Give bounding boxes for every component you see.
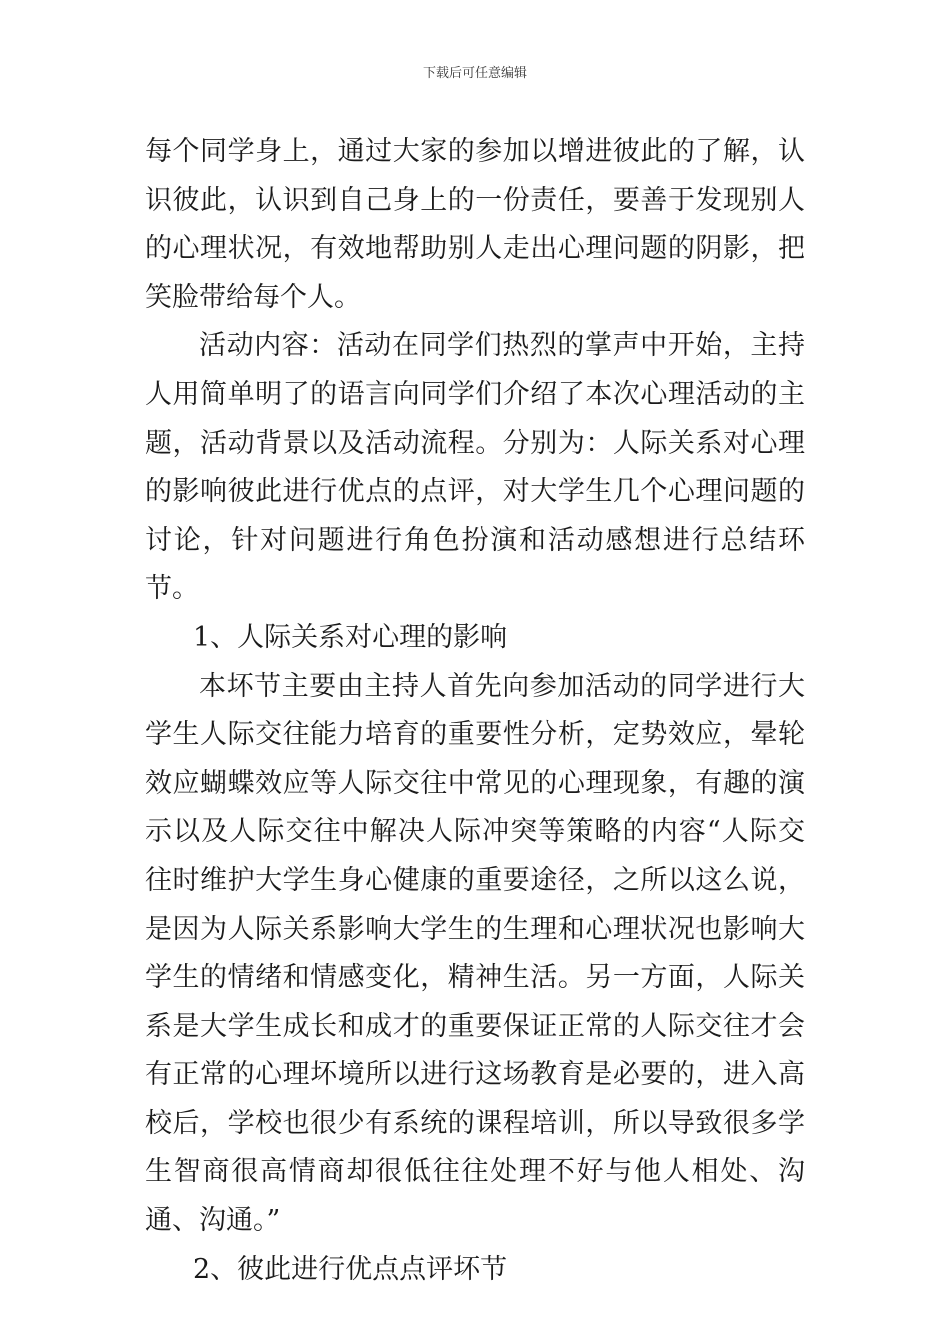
paragraph-section-1: 本坏节主要由主持人首先向参加活动的同学进行大学生人际交往能力培育的重要性分析，定势效应，晕轮效应蝴蝶效应等人际交往中常见的心理现象，有趣的演示以及人际交往中解决人际冲突等策略的内容“人际交往时维护大学生身心健康的重要途径，之所以这么说，是因为人际关系影响大学生的生理和心理状况也影响大学生的情绪和情感变化，精神生活。另一方面，人际关系是大学生成长和成才的重要保证正常的人际交往才会有正常的心理坏境所以进行这场教育是必要的，进入高校后，学校也很少有系统的课程培训，所以导致很多学生智商很高情商却很低往往处理不好与他人相处、沟通、沟通。” [145,670,805,1237]
paragraph-activity-content: 活动内容：活动在同学们热烈的掌声中开始，主持人用简单明了的语言向同学们介绍了本次心理活动的主题，活动背景以及活动流程。分别为：人际关系对心理的影响彼此进行优点的点评，对大学生几个心理问题的讨论，针对问题进行角色扮演和活动感想进行总结环节。 [145,330,805,605]
document-body [145,128,805,1294]
section-heading-2: 2、彼此进行优点点评坏节 [193,1253,508,1285]
page-header: 下载后可任意编辑 [422,66,527,81]
section-heading-1: 1、人际关系对心理的影响 [193,621,508,653]
paragraph-continuation: 每个同学身上，通过大家的参加以增进彼此的了解，认识彼此，认识到自己身上的一份责任，要善于发现别人的心理状况，有效地帮助别人走出心理问题的阴影，把笑脸带给每个人。 [145,136,805,313]
